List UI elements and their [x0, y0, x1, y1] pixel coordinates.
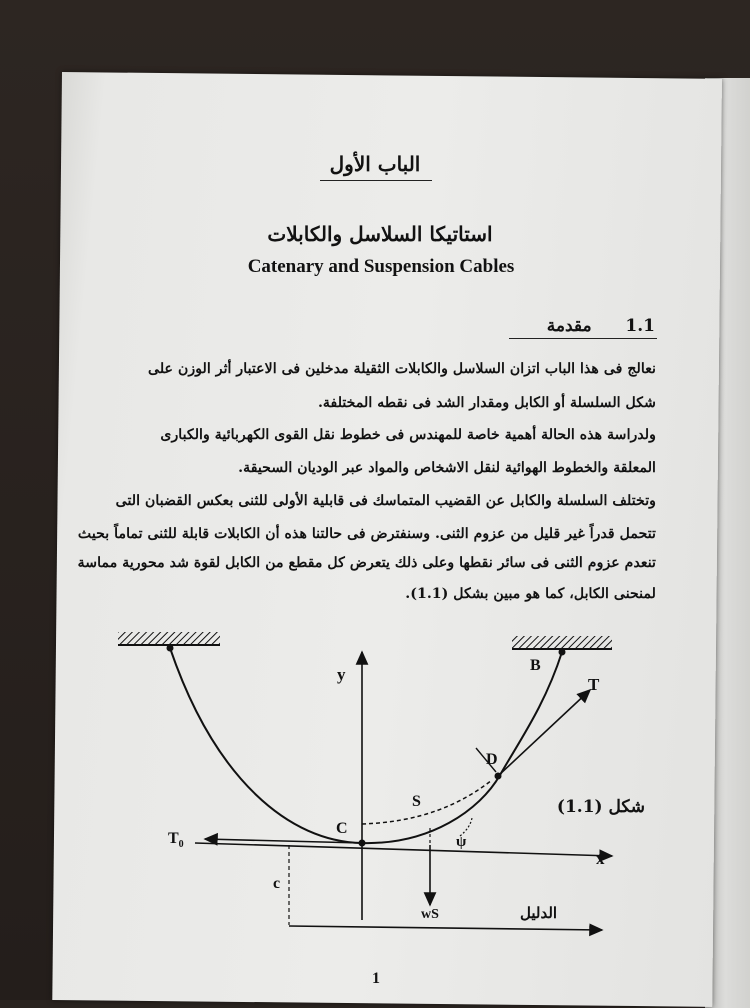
paragraph-line: شكل السلسلة أو الكابل ومقدار الشد فى نقطه المختلفة. [317, 395, 656, 411]
tension-vector-t [498, 690, 590, 776]
chapter-title-arabic: استاتيكا السلاسل والكابلات [267, 222, 493, 246]
figure-caption: شكل (1.1) [556, 797, 645, 817]
left-support [118, 632, 220, 645]
paragraph-line: المعلقة والخطوط الهوائية لنقل الاشخاص والمواد عبر الوديان السحيقة. [238, 460, 656, 476]
right-support [512, 636, 612, 649]
paragraph-line: تنعدم عزوم الثنى فى سائر نقطها وعلى ذلك يتعرض كل مقطع من الكابل لقوة شد محورية مماسة [77, 555, 656, 571]
page-number: 1 [372, 970, 380, 987]
arc-length-s-dashed [362, 780, 492, 824]
label-t: T [588, 675, 600, 694]
label-directrix: الدليل [520, 906, 558, 922]
section-title: مقدمة [546, 316, 592, 336]
label-c-point: C [336, 820, 348, 837]
label-d: D [486, 751, 498, 768]
x-axis [195, 843, 612, 856]
label-t0 [168, 830, 184, 850]
chapter-heading: الباب الأول [329, 152, 421, 176]
label-s: S [412, 793, 421, 810]
support-point-b [559, 649, 566, 656]
chapter-title-english: Catenary and Suspension Cables [247, 256, 515, 277]
paragraph-line: ولدراسة هذه الحالة أهمية خاصة للمهندس فى خطوط نقل القوى الكهربائية والكبارى [160, 427, 656, 443]
paragraph-line: لمنحنى الكابل، كما هو مبين بشكل (1.1). [405, 586, 656, 602]
cable-curve [170, 648, 562, 843]
label-psi: ψ [456, 834, 467, 850]
label-c-param: c [273, 875, 281, 892]
section-number: 1.1 [625, 316, 655, 336]
directrix-line [289, 926, 602, 930]
label-b: B [530, 657, 541, 674]
label-x: x [596, 849, 605, 868]
label-t0-letter: T [168, 830, 179, 847]
paragraph-line: نعالج فى هذا الباب اتزان السلاسل والكابلات الثقيلة مدخلين فى الاعتبار أثر الوزن على [148, 361, 656, 377]
paragraph-line: وتختلف السلسلة والكابل عن القضيب المتماسك فى قابلية الأولى للثنى بعكس القضبان التى [115, 493, 656, 509]
label-ws: wS [421, 907, 439, 922]
paragraph-line: تتحمل قدراً غير قليل من عزوم الثنى. وسنفترض فى حالتنا هذه أن الكابلات قابلة للثنى تماماً بحيث [77, 526, 656, 542]
label-t0-sub: 0 [178, 839, 184, 850]
support-point-a [167, 645, 174, 652]
label-y: y [337, 665, 346, 684]
